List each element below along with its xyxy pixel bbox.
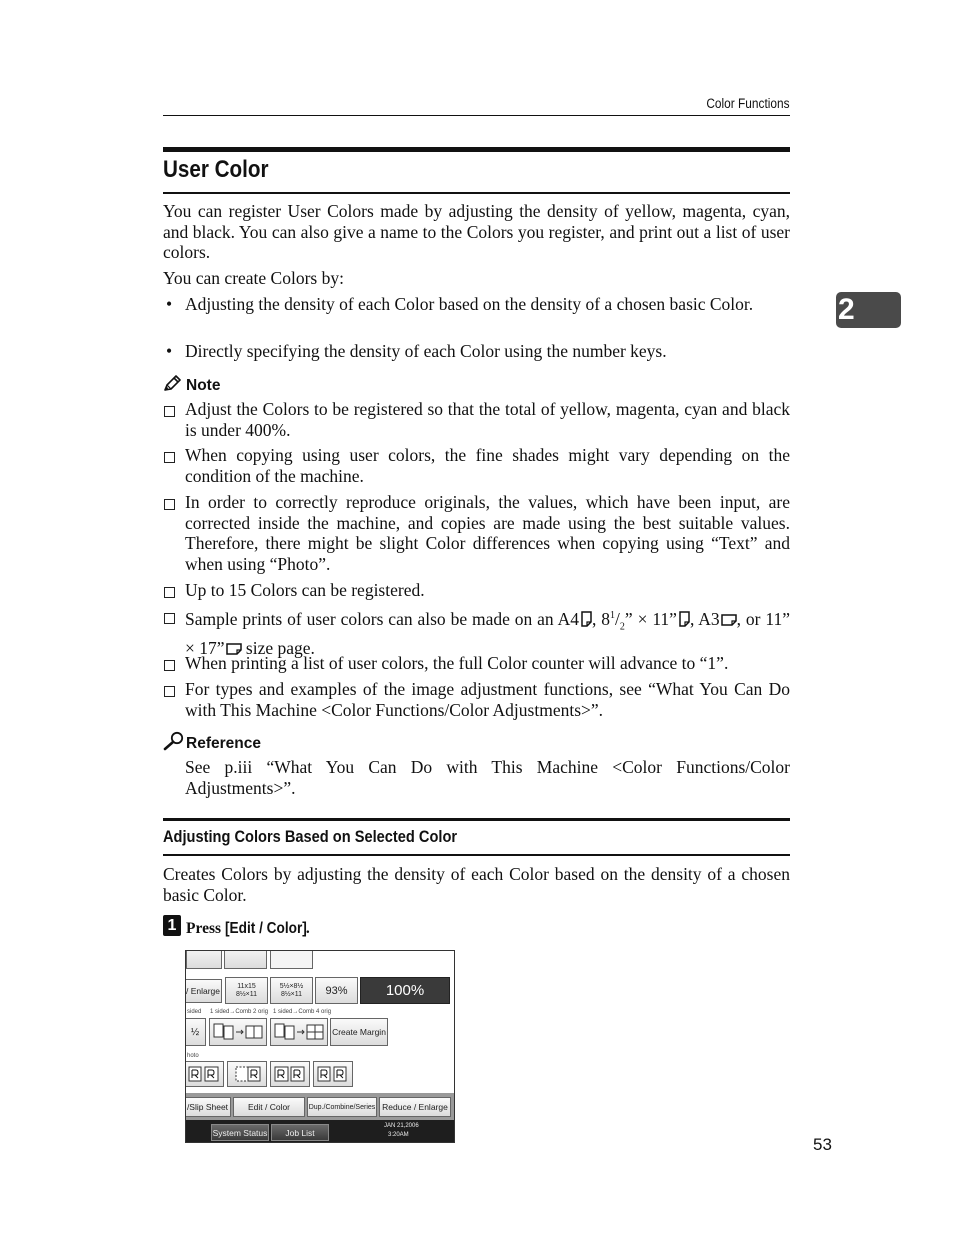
photo-label: hoto: [187, 1053, 199, 1059]
combine-2-icon: [212, 1023, 264, 1041]
section-intro: You can register User Colors made by adjusting the density of yellow, magenta, cyan, and black. You can also give a name to the Colors you register, and print out a list of user colors.: [163, 201, 790, 262]
create-margin-button: [330, 1018, 388, 1046]
step-key: [Edit / Color]: [224, 920, 307, 937]
bullet-dot: •: [166, 294, 173, 314]
page-number: 53: [813, 1135, 832, 1154]
enlarge-label: / Enlarge: [185, 986, 221, 996]
system-status-label: System Status: [212, 1127, 268, 1138]
checkbox-icon: [164, 450, 175, 468]
job-list-label: Job List: [285, 1127, 315, 1138]
sample-text: , or 11” × 17”: [185, 608, 791, 658]
ratio-bottom: 8½×11: [280, 990, 303, 998]
step-instruction: [186, 920, 310, 938]
bullet-dot: •: [166, 341, 173, 361]
checkbox-icon: [164, 611, 175, 629]
tab-label: Dup./Combine/Series: [308, 1103, 376, 1111]
header-rule: [163, 115, 790, 116]
fraction-slash: /: [615, 608, 620, 629]
top-stub-button: [186, 950, 222, 969]
step-number: 1: [167, 917, 177, 934]
subsection-intro: Creates Colors by adjusting the density of each Color based on the density of a chosen basic Color.: [163, 864, 790, 905]
fraction-numerator: 1: [610, 610, 616, 621]
note-item-sample-prints: [185, 606, 790, 659]
duplex-label: sided: [187, 1009, 202, 1015]
ratio-button: [225, 977, 268, 1004]
reduce-enlarge-button: [185, 979, 222, 1003]
sample-text: Sample prints of user colors can also be made on an A4: [185, 608, 579, 629]
combine-2-button: [209, 1018, 267, 1046]
ratio-button: [270, 977, 313, 1004]
checkbox-icon: [164, 684, 175, 702]
sample-text: ” × 11”: [624, 608, 677, 629]
image-button: [185, 1061, 224, 1087]
combine-2-label: 1 sided→Comb 2 orig: [210, 1009, 269, 1015]
image-icon: [187, 1065, 221, 1083]
paper-landscape-icon: [721, 610, 737, 631]
image-button: [270, 1061, 310, 1087]
note-item: Adjust the Colors to be registered so that the total of yellow, magenta, cyan and black is under 400%.: [185, 399, 790, 440]
note-item: When copying using user colors, the fine shades might vary depending on the condition of the machine.: [185, 445, 790, 486]
combine-4-label: 1 sided→Comb 4 orig: [273, 1009, 332, 1015]
tab-reduce-enlarge: [379, 1097, 451, 1117]
chapter-number: 2: [838, 293, 855, 326]
checkbox-icon: [164, 585, 175, 603]
image-button: [227, 1061, 267, 1087]
subsection-title: Adjusting Colors Based on Selected Color: [163, 827, 458, 846]
ratio-100-button: [360, 977, 450, 1004]
create-intro: You can create Colors by:: [163, 268, 344, 288]
step-suffix: .: [305, 920, 310, 937]
step-prefix: Press: [186, 920, 225, 937]
image-icon: [273, 1065, 307, 1083]
pct-93: 93%: [325, 984, 348, 997]
tab-label: /Slip Sheet: [186, 1102, 229, 1112]
bullet-item: Directly specifying the density of each Color using the number keys.: [185, 341, 667, 361]
section-title: User Color: [163, 156, 269, 183]
checkbox-icon: [164, 404, 175, 422]
bullet-item: Adjusting the density of each Color based on the density of a chosen basic Color.: [185, 294, 754, 314]
control-panel-screenshot: [185, 950, 455, 1143]
half-label: ½: [190, 1026, 200, 1038]
note-item: When printing a list of user colors, the full Color counter will advance to “1”.: [185, 653, 729, 673]
job-list-button: [271, 1124, 329, 1141]
combine-4-icon: [273, 1023, 325, 1041]
paper-orientation-icon: [679, 611, 690, 632]
note-item: For types and examples of the image adjustment functions, see “What You Can Do with This Machine <Color Functions/Color Adjustments>”.: [185, 679, 790, 720]
sample-text: , 8: [592, 608, 611, 629]
tab-slip-sheet: [185, 1097, 231, 1117]
note-item: Up to 15 Colors can be registered.: [185, 580, 425, 600]
ratio-top: 11x15: [237, 982, 256, 990]
tab-dup-combine-series: [307, 1097, 377, 1117]
checkbox-icon: [164, 497, 175, 515]
status-date: JAN 21,2006: [384, 1123, 419, 1129]
section-top-rule: [163, 147, 790, 152]
tab-label: Edit / Color: [247, 1102, 291, 1112]
sample-text: , A3: [689, 608, 720, 629]
create-margin-label: Create Margin: [332, 1027, 386, 1037]
ratio-top: 5½×8½: [279, 982, 304, 990]
pencil-icon: [163, 374, 183, 397]
system-status-button: [211, 1124, 269, 1141]
section-bottom-rule: [163, 192, 790, 194]
tab-label: Reduce / Enlarge: [382, 1102, 448, 1112]
image-icon: [316, 1065, 350, 1083]
top-stub-button: [224, 950, 267, 969]
paper-orientation-icon: [581, 611, 592, 632]
subsection-top-rule: [163, 818, 790, 821]
running-header: Color Functions: [706, 96, 790, 111]
status-time: 3:20AM: [388, 1132, 409, 1138]
ratio-bottom: 8½×11: [235, 990, 258, 998]
magnifier-icon: [163, 731, 185, 756]
top-stub-button: [270, 950, 313, 969]
checkbox-icon: [164, 658, 175, 676]
combine-4-button: [270, 1018, 328, 1046]
image-button: [313, 1061, 353, 1087]
ratio-93-button: [315, 977, 358, 1004]
image-icon: [230, 1065, 264, 1083]
tab-edit-color: [233, 1097, 305, 1117]
reference-label: Reference: [186, 735, 261, 752]
duplex-button: [185, 1018, 206, 1046]
fraction-denominator: 2: [619, 621, 625, 633]
note-item: In order to correctly reproduce originals, the values, which have been input, are corrected inside the machine, and copies are made using the best suitable values. Therefore, there might be slight Color differences when copying using “Text” and when using “Photo”.: [185, 492, 790, 574]
pct-100: 100%: [385, 982, 425, 999]
sample-text: size page.: [241, 637, 315, 658]
subsection-bottom-rule: [163, 854, 790, 856]
reference-text: See p.iii “What You Can Do with This Machine <Color Functions/Color Adjustments>”.: [185, 757, 790, 798]
note-label: Note: [186, 377, 221, 394]
